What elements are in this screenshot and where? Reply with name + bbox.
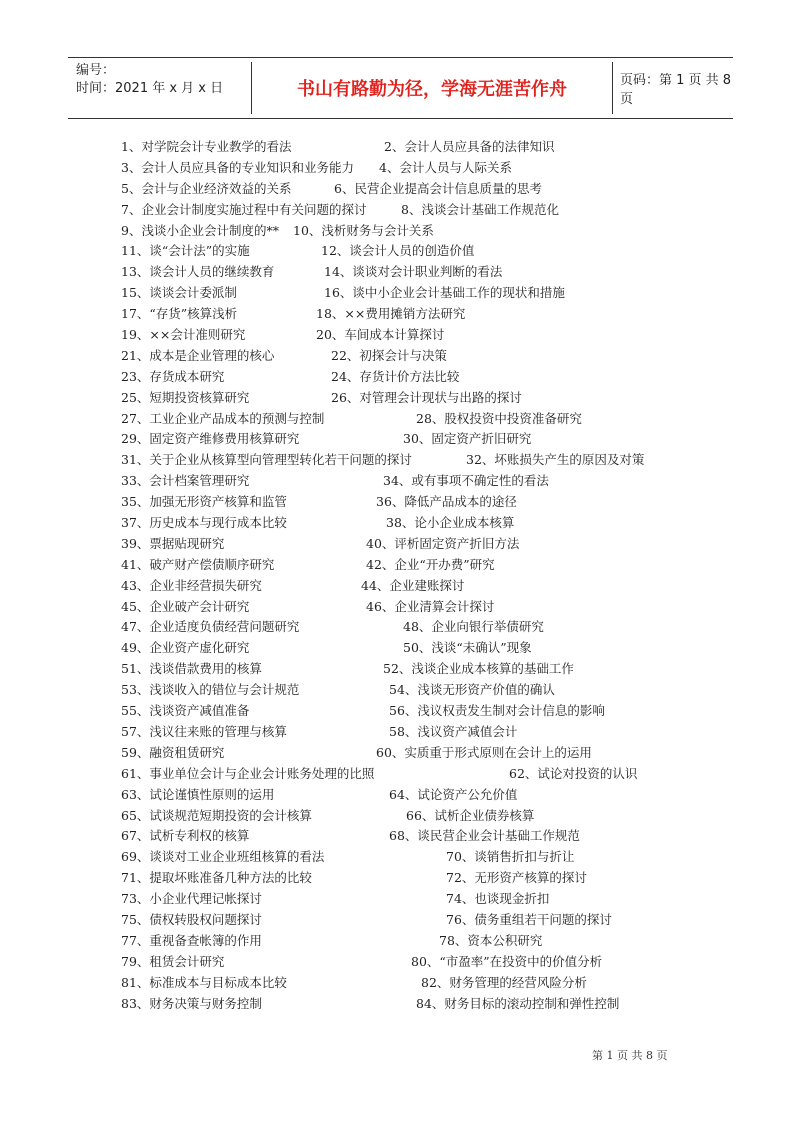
- topic-row: [121, 407, 681, 428]
- topic-item: 52、浅谈企业成本核算的基础工作: [383, 661, 574, 677]
- topic-item: 62、试论对投资的认识: [509, 765, 638, 781]
- topic-item: 48、企业向银行举债研究: [403, 619, 544, 635]
- topic-row: [121, 532, 681, 553]
- topic-item: 26、对管理会计现状与出路的探讨: [331, 389, 522, 405]
- topic-row: [121, 699, 681, 720]
- topic-item: 18、××费用摊销方法研究: [316, 306, 466, 322]
- topic-item: 47、企业适度负债经营问题研究: [121, 619, 300, 635]
- topic-row: [121, 156, 681, 177]
- header-number-label: 编号：: [76, 63, 116, 78]
- topic-row: [121, 908, 681, 929]
- topic-item: 73、小企业代理记帐探讨: [121, 891, 262, 907]
- topic-item: 72、无形资产核算的探讨: [446, 870, 587, 886]
- topic-item: 77、重视备查帐簿的作用: [121, 932, 262, 948]
- topic-item: 60、实质重于形式原则在会计上的运用: [376, 744, 592, 760]
- topic-item: 29、固定资产维修费用核算研究: [121, 431, 300, 447]
- topic-item: 22、初探会计与决策: [331, 347, 447, 363]
- topic-item: 39、票据贴现研究: [121, 535, 225, 551]
- topic-item: 74、也谈现金折扣: [446, 891, 550, 907]
- topic-row: [121, 490, 681, 511]
- topic-item: 65、试谈规范短期投资的会计核算: [121, 807, 312, 823]
- topic-item: 14、谈谈对会计职业判断的看法: [324, 264, 503, 280]
- topic-row: [121, 427, 681, 448]
- topic-item: 63、试论谨慎性原则的运用: [121, 786, 275, 802]
- topic-item: 6、民营企业提高会计信息质量的思考: [334, 180, 542, 196]
- topic-item: 70、谈销售折扣与折让: [446, 849, 575, 865]
- topic-item: 42、企业“开办费”研究: [366, 556, 495, 572]
- topic-item: 9、浅谈小企业会计制度的**: [121, 222, 279, 238]
- topic-row: [121, 929, 681, 950]
- topic-item: 54、浅谈无形资产价值的确认: [389, 682, 555, 698]
- topic-row: [121, 469, 681, 490]
- topic-row: [121, 992, 681, 1013]
- topic-row: [121, 678, 681, 699]
- topic-item: 56、浅议权责发生制对会计信息的影响: [389, 703, 605, 719]
- topic-item: 1、对学院会计专业教学的看法: [121, 139, 292, 154]
- topic-item: 71、提取坏账准备几种方法的比较: [121, 870, 312, 886]
- topic-item: 30、固定资产折旧研究: [403, 431, 532, 447]
- topic-row: [121, 615, 681, 636]
- header-page-info: 页码：第 1 页 共 8 页: [620, 73, 732, 107]
- topic-item: 12、谈会计人员的创造价值: [321, 243, 475, 259]
- topic-item: 43、企业非经营损失研究: [121, 577, 262, 593]
- topic-item: 31、关于企业从核算型向管理型转化若干问题的探讨: [121, 452, 412, 468]
- topic-row: [121, 386, 681, 407]
- topic-row: [121, 804, 681, 825]
- topic-item: 25、短期投资核算研究: [121, 389, 250, 405]
- topic-row: [121, 511, 681, 532]
- topic-row: [121, 219, 681, 240]
- topic-item: 45、企业破产会计研究: [121, 598, 250, 614]
- topic-item: 83、财务决策与财务控制: [121, 995, 262, 1011]
- topic-item: 82、财务管理的经营风险分析: [421, 974, 587, 990]
- topic-row: [121, 135, 681, 156]
- topic-row: [121, 553, 681, 574]
- topic-item: 69、谈谈对工业企业班组核算的看法: [121, 849, 325, 865]
- topic-item: 36、降低产品成本的途径: [376, 494, 517, 510]
- topic-row: [121, 239, 681, 260]
- topic-row: [121, 281, 681, 302]
- topic-item: 41、破产财产偿债顺序研究: [121, 556, 275, 572]
- topic-item: 15、谈谈会计委派制: [121, 285, 237, 301]
- topic-item: 75、债权转股权问题探讨: [121, 911, 262, 927]
- topic-item: 3、会计人员应具备的专业知识和业务能力: [121, 159, 354, 175]
- topic-item: 24、存货计价方法比较: [331, 368, 460, 384]
- topic-item: 58、浅议资产减值会计: [389, 723, 518, 739]
- topic-row: [121, 971, 681, 992]
- topic-item: 53、浅谈收入的错位与会计规范: [121, 682, 300, 698]
- topic-item: 37、历史成本与现行成本比较: [121, 515, 287, 531]
- topic-item: 11、谈“会计法”的实施: [121, 243, 250, 259]
- topic-row: [121, 448, 681, 469]
- topic-item: 20、车间成本计算探讨: [316, 327, 445, 343]
- topic-item: 4、会计人员与人际关系: [379, 159, 512, 175]
- topic-item: 33、会计档案管理研究: [121, 473, 250, 489]
- topic-item: 2、会计人员应具备的法律知识: [384, 139, 555, 154]
- topic-row: [121, 887, 681, 908]
- page-footer: 第 1 页 共 8 页: [592, 1049, 668, 1062]
- topic-item: 8、浅谈会计基础工作规范化: [401, 201, 559, 217]
- topic-row: [121, 845, 681, 866]
- topic-row: [121, 198, 681, 219]
- topic-item: 67、试析专利权的核算: [121, 828, 250, 844]
- topic-item: 34、或有事项不确定性的看法: [383, 473, 549, 489]
- topic-item: 32、坏账损失产生的原因及对策: [466, 452, 645, 468]
- topic-item: 17、“存货”核算浅析: [121, 306, 238, 322]
- topic-item: 7、企业会计制度实施过程中有关问题的探讨: [121, 201, 367, 217]
- topic-row: [121, 260, 681, 281]
- header-motto: 书山有路勤为径，学海无涯苦作舟: [251, 62, 613, 114]
- topic-item: 10、浅析财务与会计关系: [293, 222, 434, 238]
- topic-item: 76、债务重组若干问题的探讨: [446, 911, 612, 927]
- topic-item: 21、成本是企业管理的核心: [121, 347, 275, 363]
- topic-item: 84、财务目标的滚动控制和弹性控制: [416, 995, 620, 1011]
- topic-item: 55、浅谈资产减值准备: [121, 703, 250, 719]
- topic-row: [121, 302, 681, 323]
- topic-row: [121, 720, 681, 741]
- topic-item: 78、资本公积研究: [439, 932, 543, 948]
- topic-row: [121, 657, 681, 678]
- topic-item: 68、谈民营企业会计基础工作规范: [389, 828, 580, 844]
- topic-row: [121, 344, 681, 365]
- topic-row: [121, 824, 681, 845]
- topic-item: 49、企业资产虚化研究: [121, 640, 250, 656]
- topic-item: 38、论小企业成本核算: [386, 515, 515, 531]
- topic-item: 61、事业单位会计与企业会计账务处理的比照: [121, 765, 375, 781]
- topic-item: 5、会计与企业经济效益的关系: [121, 180, 292, 196]
- topic-item: 66、试析企业债券核算: [406, 807, 535, 823]
- topic-item: 27、工业企业产品成本的预测与控制: [121, 410, 325, 426]
- topic-row: [121, 866, 681, 887]
- topic-row: [121, 574, 681, 595]
- topic-item: 44、企业建账探讨: [361, 577, 465, 593]
- topic-item: 81、标准成本与目标成本比较: [121, 974, 287, 990]
- topic-item: 13、谈会计人员的继续教育: [121, 264, 275, 280]
- topic-item: 57、浅议往来账的管理与核算: [121, 723, 287, 739]
- topic-item: 35、加强无形资产核算和监管: [121, 494, 287, 510]
- topic-item: 59、融资租赁研究: [121, 744, 225, 760]
- topic-item: 19、××会计准则研究: [121, 327, 246, 343]
- topic-row: [121, 762, 681, 783]
- topic-item: 16、谈中小企业会计基础工作的现状和措施: [324, 285, 565, 301]
- topic-item: 80、“市盈率”在投资中的价值分析: [411, 953, 603, 969]
- topic-row: [121, 741, 681, 762]
- topic-row: [121, 323, 681, 344]
- topic-item: 28、股权投资中投资准备研究: [416, 410, 582, 426]
- topic-item: 51、浅谈借款费用的核算: [121, 661, 262, 677]
- topic-list: [121, 135, 681, 1012]
- topic-row: [121, 636, 681, 657]
- header-time-label: 时间：2021 年 x 月 x 日: [76, 81, 224, 96]
- topic-item: 79、租赁会计研究: [121, 953, 225, 969]
- topic-row: [121, 783, 681, 804]
- header-meta: [76, 62, 223, 98]
- topic-row: [121, 365, 681, 386]
- page-header: [68, 57, 733, 119]
- topic-row: [121, 177, 681, 198]
- topic-row: [121, 950, 681, 971]
- topic-row: [121, 595, 681, 616]
- topic-item: 40、评析固定资产折旧方法: [366, 535, 520, 551]
- topic-item: 64、试论资产公允价值: [389, 786, 518, 802]
- topic-item: 23、存货成本研究: [121, 368, 225, 384]
- topic-item: 46、企业清算会计探讨: [366, 598, 495, 614]
- topic-item: 50、浅谈“未确认”现象: [403, 640, 532, 656]
